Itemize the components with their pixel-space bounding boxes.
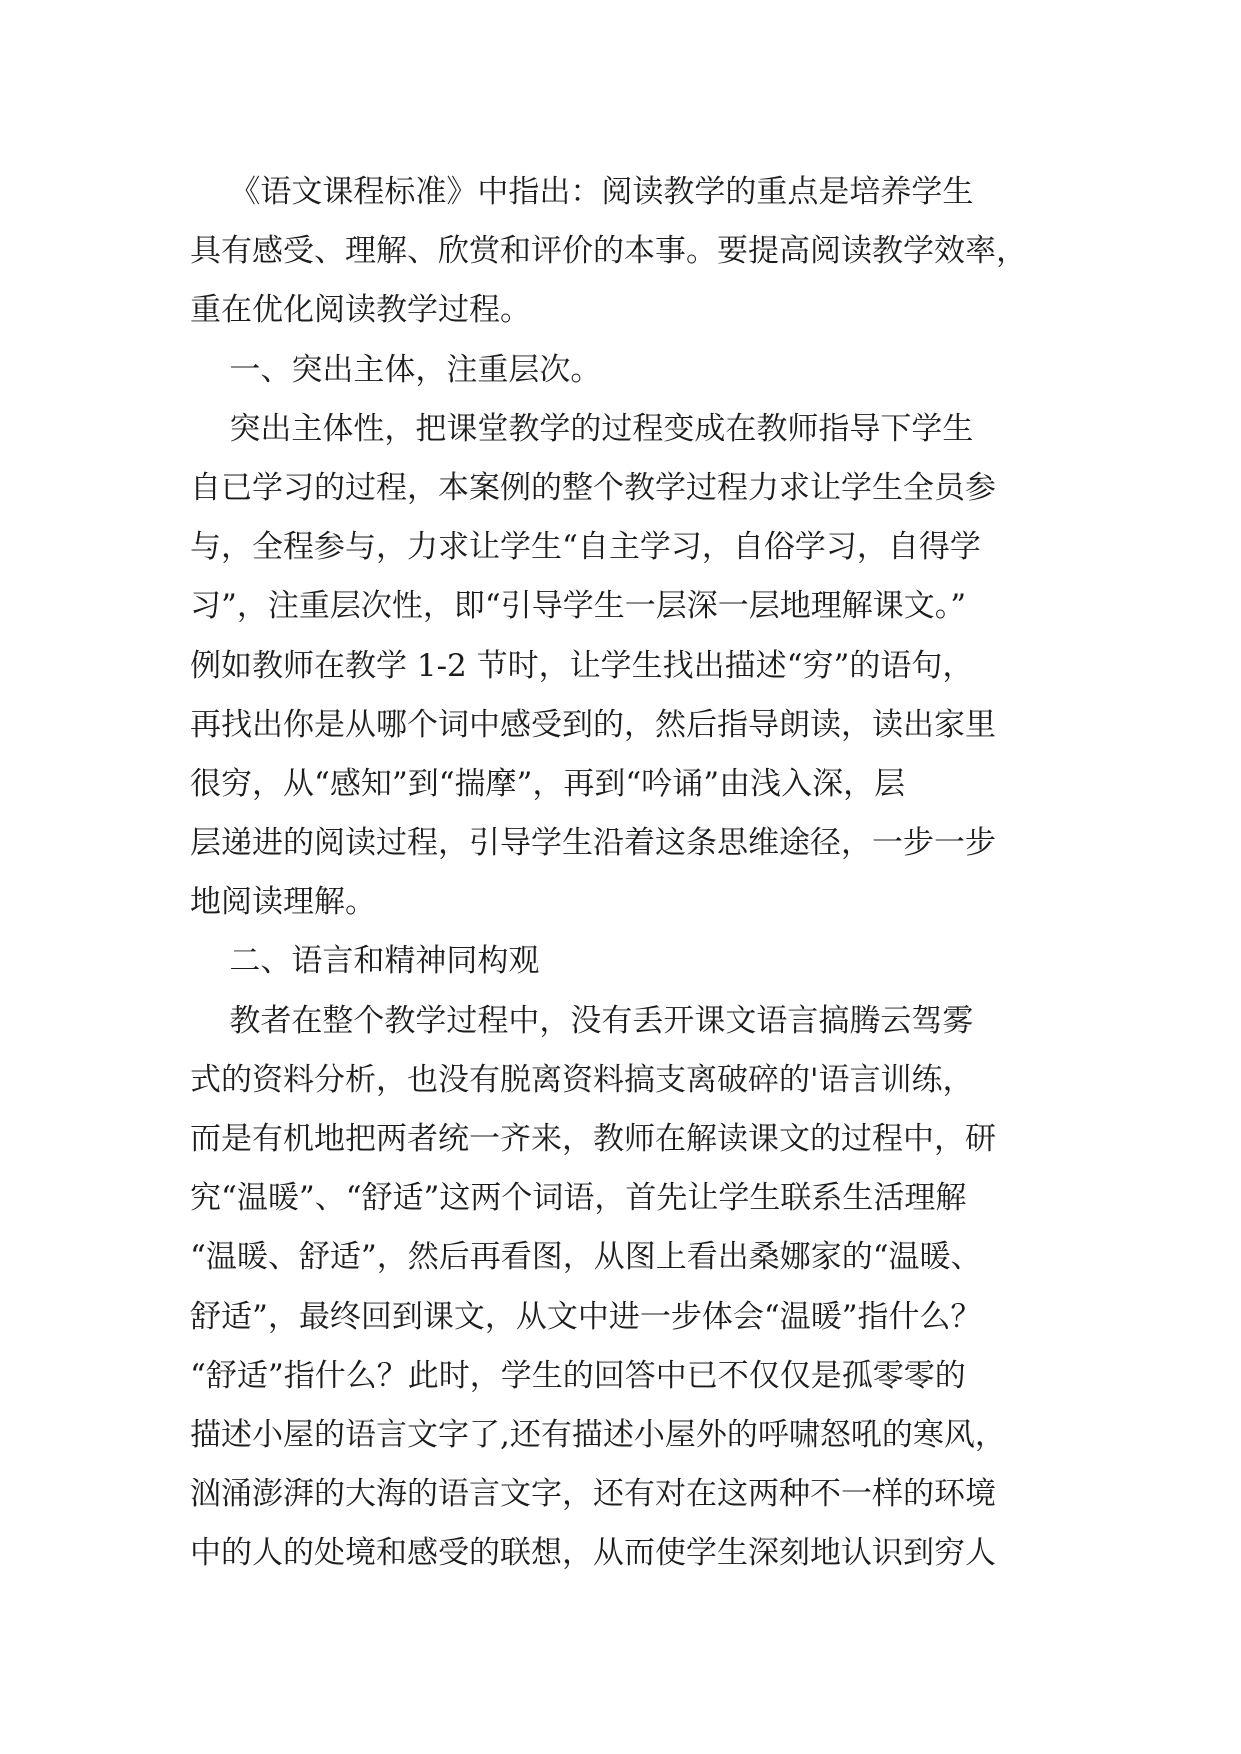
text-line: 再找出你是从哪个词中感受到的，然后指导朗读，读出家里	[190, 706, 996, 743]
text-line: 具有感受、理解、欣赏和评价的本事。要提高阅读教学效率，	[190, 233, 1027, 270]
text-line: 例如教师在教学 1-2 节时，让学生找出描述“穷”的语句，	[190, 647, 974, 684]
text-line: 而是有机地把两者统一齐来，教师在解读课文的过程中，研	[190, 1121, 996, 1157]
text-line: 自已学习的过程，本案例的整个教学过程力求让学生全员参	[190, 469, 996, 506]
text-line: 中的人的处境和感受的联想，从而使学生深刻地认识到穷人	[190, 1535, 996, 1572]
text-line: 究“温暖”、“舒适”这两个词语，首先让学生联系生活理解	[190, 1180, 967, 1217]
text-line: 重在优化阅读教学过程。	[190, 292, 531, 329]
text-line: “舒适”指什么？此时，学生的回答中已不仅仅是孤零零的	[190, 1357, 966, 1394]
section-heading: 二、语言和精神同构观	[190, 943, 540, 980]
text-line: 舒适”，最终回到课文，从文中进一步体会“温暖”指什么？	[190, 1298, 982, 1335]
text-line: 地阅读理解。	[190, 884, 376, 921]
text-line: 习”，注重层次性，即“引导学生一层深一层地理解课文。”	[190, 588, 967, 625]
text-line: 层递进的阅读过程，引导学生沿着这条思维途径，一步一步	[190, 825, 996, 862]
text-line: 教者在整个教学过程中，没有丢开课文语言搞腾云驾雾	[190, 1002, 974, 1039]
text-line: “温暖、舒适”，然后再看图，从图上看出桑娜家的“温暖、	[190, 1239, 982, 1276]
text-line: 式的资料分析，也没有脱离资料搞支离破碎的'语言训练，	[190, 1061, 974, 1098]
text-line: 很穷，从“感知”到“揣摩”，再到“吟诵”由浅入深，层	[190, 765, 906, 802]
section-heading: 一、突出主体，注重层次。	[190, 351, 602, 388]
text-line: 描述小屋的语言文字了,还有描述小屋外的呼啸怒吼的寒风，	[190, 1416, 1006, 1453]
document-body	[190, 163, 1070, 1584]
text-line: 与，全程参与，力求让学生“自主学习，自俗学习，自得学	[190, 529, 981, 566]
text-line: 《语文课程标准》中指出：阅读教学的重点是培养学生	[190, 174, 974, 210]
text-line: 突出主体性，把课堂教学的过程变成在教师指导下学生	[190, 410, 974, 447]
text-line: 汹涌澎湃的大海的语言文字，还有对在这两种不一样的环境	[190, 1476, 996, 1513]
